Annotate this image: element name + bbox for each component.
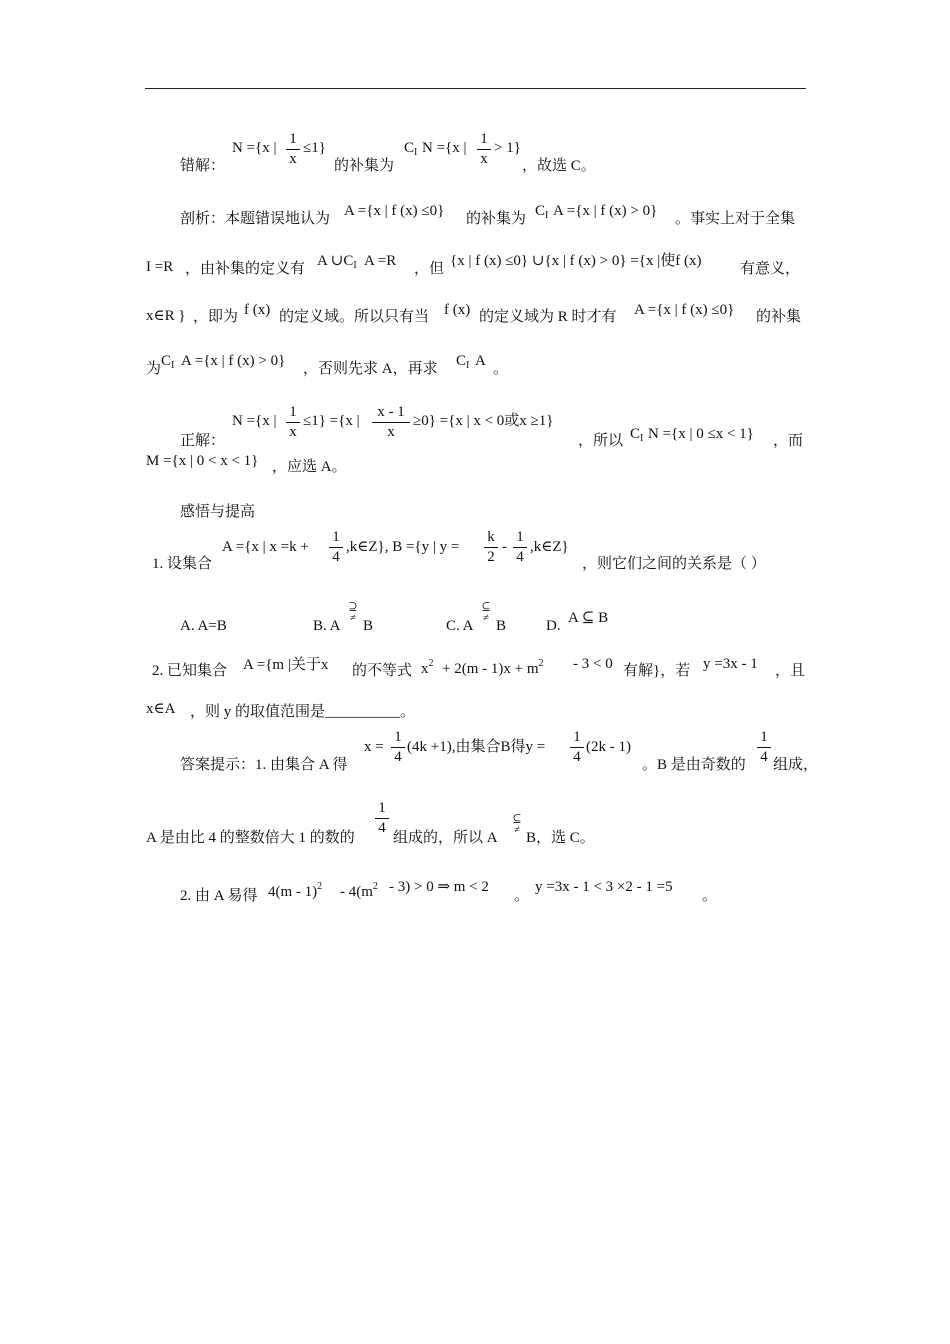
fraction: 1 4	[391, 729, 405, 766]
text: 有意义，	[740, 261, 801, 277]
text: B，选 C。	[526, 830, 595, 846]
text: ，故选 C。	[522, 158, 596, 174]
math-expr: ≤1}	[303, 140, 326, 156]
option-a: A. A=B	[180, 618, 227, 634]
question-1-text: 1. 设集合	[152, 556, 213, 572]
text: ，而	[773, 433, 804, 449]
math-expr: A	[475, 353, 486, 369]
math-expr: N ={x |	[232, 413, 277, 429]
text: 有解}，若	[623, 663, 691, 679]
text: ，由补集的定义有	[185, 261, 306, 277]
text: ，但	[414, 261, 445, 277]
subset-neq-symbol: ⊆ ≠	[481, 601, 491, 624]
math-expr: $x^2$	[421, 658, 434, 677]
math-expr: A ={x | f (x) > 0}	[181, 353, 286, 369]
math-expr: A ⊆ B	[568, 610, 609, 626]
text: 的定义域。所以只有当	[279, 309, 430, 325]
math-expr: $C_I$	[161, 353, 175, 371]
option-b-end: B	[363, 618, 374, 634]
math-expr: f (x)	[244, 302, 271, 318]
math-expr: ≤1} ={x |	[303, 413, 360, 429]
math-expr: ,k∈Z}, B ={y | y =	[346, 539, 460, 555]
math-expr: x =	[364, 739, 384, 755]
text: ，则 y 的取值范围是__________。	[190, 704, 416, 720]
text: 。事实上对于全集	[675, 211, 796, 227]
answer-hint-text: 答案提示：1. 由集合 A 得	[180, 757, 348, 773]
math-expr: -	[502, 539, 507, 555]
text: 组成的，所以 A	[393, 830, 498, 846]
fraction: 1 4	[513, 529, 527, 566]
wrong-solution-label: 错解：	[180, 158, 226, 174]
fraction: k 2	[484, 529, 498, 566]
text: 的不等式	[352, 663, 413, 679]
text: 的定义域为 R 时才有	[479, 309, 617, 325]
fraction: 1 x	[286, 131, 300, 168]
fraction: 1 x	[286, 404, 300, 441]
fraction: 1 x	[477, 131, 491, 168]
math-expr: N ={x |	[232, 140, 277, 156]
text: A 是由比 4 的整数倍大 1 的数的	[146, 830, 355, 846]
math-expr: A ={m |关于x	[243, 657, 329, 673]
math-expr: $C_I$	[630, 426, 644, 444]
math-expr: - 3) > 0 ⇒ m < 2	[389, 879, 489, 895]
fraction: 1 4	[570, 729, 584, 766]
option-d: D.	[546, 618, 561, 634]
math-expr: A $\cup C_I$	[317, 253, 357, 271]
math-expr: (4k +1),由集合B得y =	[407, 739, 546, 755]
text: 为	[146, 361, 162, 377]
text: 。	[514, 888, 530, 904]
math-expr: ,k∈Z}	[530, 539, 569, 555]
analysis-text: 剖析：本题错误地认为	[180, 211, 331, 227]
text: 。	[493, 361, 509, 377]
math-expr: - $4(m^2$	[340, 881, 378, 900]
option-b: B. A	[313, 618, 341, 634]
math-expr: A ={x | f (x) ≤0}	[634, 302, 735, 318]
math-expr: y =3x - 1 < 3 ×2 - 1 =5	[535, 879, 673, 895]
math-expr: A ={x | f (x) > 0}	[553, 203, 658, 219]
math-expr: N ={x | 0 ≤x < 1}	[648, 426, 754, 442]
header-rule	[145, 88, 806, 89]
math-expr: ≥0} ={x | x < 0或x ≥1}	[413, 413, 554, 429]
math-expr: {x | f (x) ≤0} ∪{x | f (x) > 0} ={x |使f (x)	[450, 253, 702, 269]
math-expr: M ={x | 0 < x < 1}	[146, 453, 259, 469]
math-expr: y =3x - 1	[703, 656, 758, 672]
math-expr: $C_I$	[456, 353, 470, 371]
subset-neq-symbol: ⊆ ≠	[512, 813, 522, 836]
math-expr: - 3 < 0	[573, 656, 613, 672]
math-expr: x∈A	[146, 701, 176, 717]
math-expr: A ={x | x =k +	[222, 539, 309, 555]
fraction: 1 4	[329, 529, 343, 566]
text: 组成，	[773, 757, 819, 773]
section-heading: 感悟与提高	[180, 504, 256, 520]
option-c: C. A	[446, 618, 474, 634]
fraction: 1 4	[375, 800, 389, 837]
math-expr: > 1}	[494, 140, 521, 156]
math-expr: A ={x | f (x) ≤0}	[344, 203, 445, 219]
text: ，即为	[193, 309, 239, 325]
math-expr: A =R	[364, 253, 397, 269]
text: 。	[702, 888, 718, 904]
text: ，所以	[578, 433, 624, 449]
answer-2-text: 2. 由 A 易得	[180, 888, 258, 904]
text: 的补集	[756, 309, 802, 325]
math-expr: 4(m - 1)$^2$	[268, 881, 323, 900]
text: ，否则先求 A，再求	[303, 361, 438, 377]
math-expr: (2k - 1)	[586, 739, 631, 755]
text: ，应选 A。	[272, 459, 347, 475]
correct-solution-label: 正解：	[180, 433, 226, 449]
supset-neq-symbol: ⊇ ≠	[348, 601, 358, 624]
option-c-end: B	[496, 618, 507, 634]
fraction: 1 4	[757, 729, 771, 766]
math-expr: N ={x |	[422, 140, 467, 156]
math-expr: x∈R }	[146, 308, 186, 324]
math-expr: $C_I$	[404, 140, 418, 158]
math-expr: f (x)	[444, 302, 471, 318]
question-2-text: 2. 已知集合	[152, 663, 228, 679]
math-expr: I =R	[146, 259, 174, 275]
text: ，则它们之间的关系是（ ）	[582, 556, 766, 572]
fraction: x - 1 x	[372, 404, 410, 441]
text: 的补集为	[334, 158, 395, 174]
math-expr: + $2(m - 1)x + m^2$	[442, 658, 544, 677]
text: ，且	[775, 663, 806, 679]
text: 。B 是由奇数的	[642, 757, 746, 773]
math-expr: $C_I$	[535, 203, 549, 221]
text: 的补集为	[466, 211, 527, 227]
